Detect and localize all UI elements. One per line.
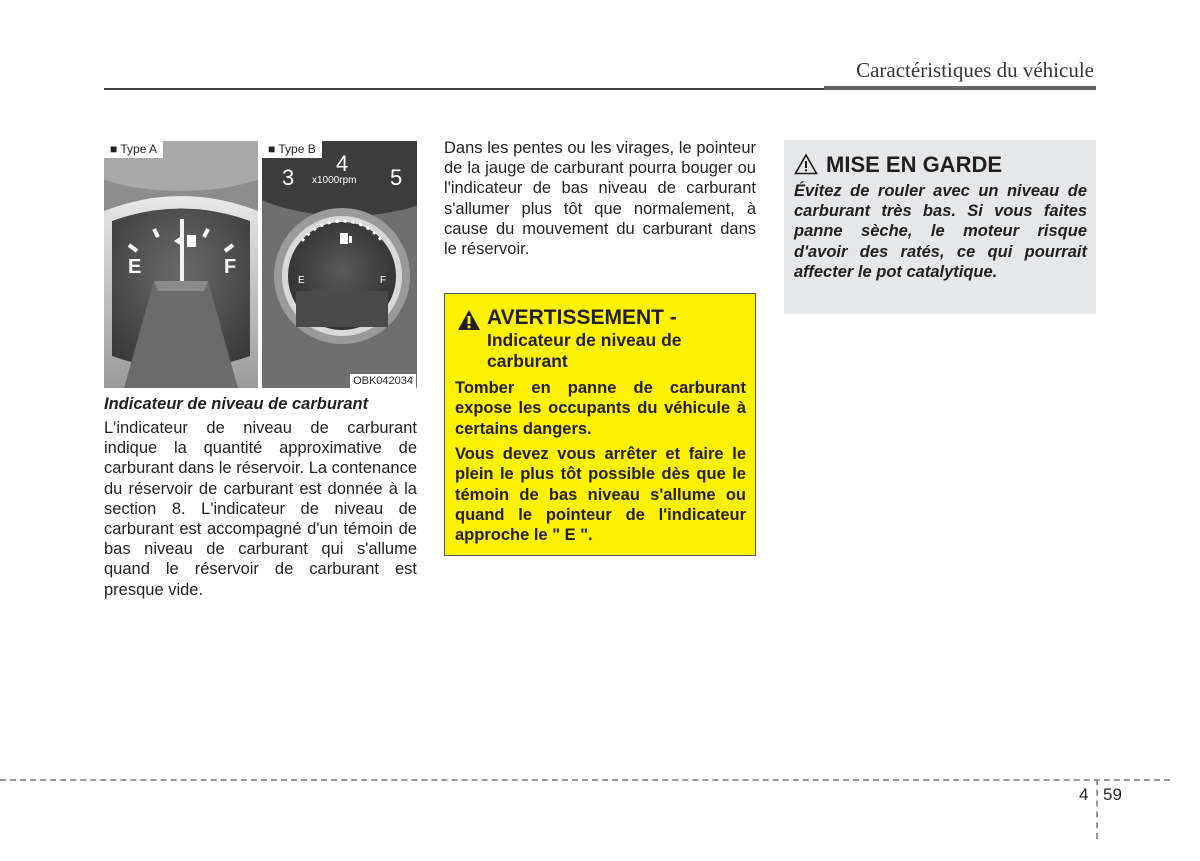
- warning-title: AVERTISSEMENT -: [487, 306, 677, 329]
- warning-triangle-icon: [457, 309, 481, 331]
- page-number: 59: [1103, 785, 1122, 804]
- gauge-b-full-label: F: [380, 275, 387, 286]
- figure-caption: Indicateur de niveau de carburant: [104, 395, 369, 413]
- warning-paragraph-1: Tomber en panne de carburant expose les occupants du véhicule à certains dangers.: [455, 379, 746, 438]
- warning-subtitle: Indicateur de niveau de carburant: [487, 330, 682, 371]
- caution-box: [784, 140, 1096, 314]
- tach-unit-label: x1000rpm: [312, 175, 357, 186]
- warning-box: [444, 293, 756, 556]
- body-paragraph-col2: Dans les pentes ou les virages, le pointeur de la jauge de carburant pourra bouger ou l'indicateur de bas niveau de carburant s'allumer plus tôt que normalement, à cause du mouvement du carburant dans le réservoir.: [444, 139, 756, 259]
- gauge-a-empty-label: E: [128, 256, 142, 278]
- header-title: Caractéristiques du véhicule: [856, 58, 1094, 82]
- header-rule-accent: [824, 86, 1096, 90]
- type-b-label: ■ Type B: [262, 141, 322, 158]
- tach-4-label: 4: [336, 151, 349, 176]
- gauge-type-a-illustration: [104, 141, 258, 388]
- caution-triangle-icon: [794, 153, 818, 175]
- gauge-type-b-illustration: [262, 141, 417, 388]
- fuel-gauge-figure: [104, 141, 417, 388]
- body-paragraph-col1: L'indicateur de niveau de carburant indique la quantité approximative de carburant dans le réservoir. La contenance du réservoir de carburant est donnée à la section 8. L'indicateur de niveau de carburant est accompagné d'un témoin de bas niveau de carburant qui s'allume quand le réservoir de carburant est presque vide.: [104, 419, 417, 599]
- caution-text: Évitez de rouler avec un niveau de carburant très bas. Si vous faites panne sèche, le moteur risque d'avoir des ratés, ce qui pourrait affecter le pot catalytique.: [794, 182, 1087, 281]
- type-a-label: ■ Type A: [104, 141, 163, 158]
- caution-title: MISE EN GARDE: [826, 152, 1003, 177]
- figure-code: OBK042034: [350, 374, 416, 388]
- footer-rule: [0, 779, 1170, 781]
- gauge-type-a-panel: [104, 141, 258, 388]
- footer-divider: [1096, 779, 1098, 839]
- tach-5-label: 5: [390, 165, 403, 190]
- gauge-a-full-label: F: [224, 256, 237, 278]
- warning-paragraph-2: Vous devez vous arrêter et faire le plein le plus tôt possible dès que le témoin de bas niveau s'allume ou quand le pointeur de l'indicateur approche le " E ".: [455, 445, 746, 545]
- tach-3-label: 3: [282, 165, 295, 190]
- chapter-number: 4: [1079, 785, 1089, 804]
- gauge-b-empty-label: E: [298, 275, 305, 286]
- gauge-type-b-panel: [262, 141, 417, 388]
